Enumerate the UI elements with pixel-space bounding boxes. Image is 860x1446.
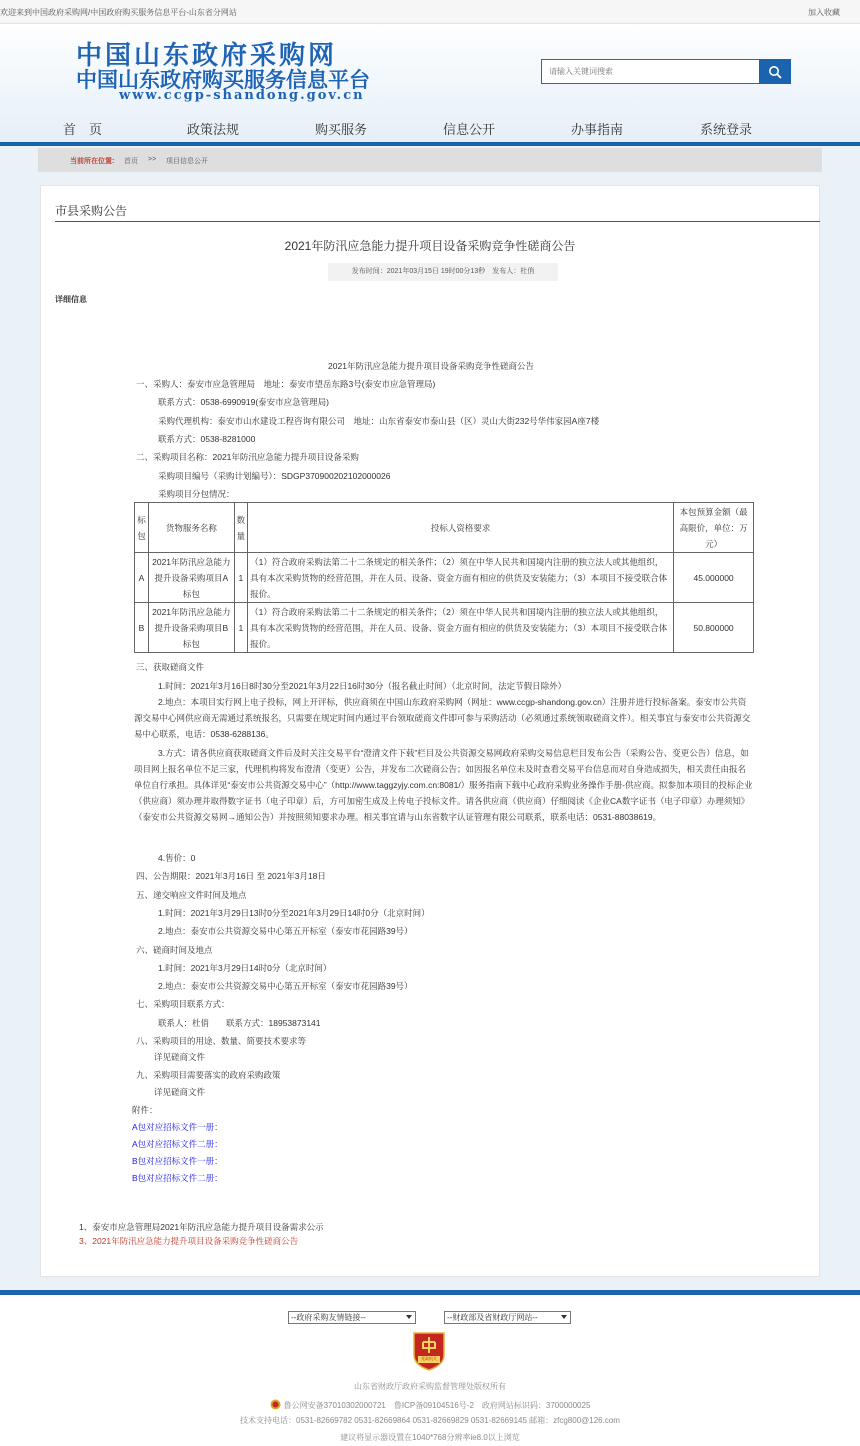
doc-attachments-label: 附件： (132, 1105, 158, 1115)
finance-sites-select[interactable] (444, 1311, 571, 1324)
doc-s5-p2: 2.地点：泰安市公共资源交易中心第五开标室（泰安市花园路39号） (158, 926, 413, 936)
article-meta: 发布时间：2021年03月15日 19时00分13秒 发布人：杜俏 (328, 263, 558, 281)
table-cell-budget: 45.000000 (674, 553, 754, 603)
doc-s3-title: 三、获取磋商文件 (136, 662, 205, 672)
breadcrumb-label: 当前所在位置: (70, 158, 115, 165)
doc-s3-p2: 2.地点：本项目实行网上电子投标，网上开评标，供应商须在中国山东政府采购网（网址：www.ccgp-shandong.gov.cn）注册并进行投标备案。泰安市公共资源交易中心网供应商无需通过系统报名，只需要在规定时间内通过平台领取磋商文件即可参与采购活动（必须通过系统领取磋商文件）。相关事宜与泰安市公共资源交易中心联系，电话：0538-6288136。 (134, 697, 751, 739)
doc-s6-p1: 1.时间：2021年3月29日14时0分（北京时间） (158, 963, 332, 973)
doc-s2-line1: 二、采购项目名称：2021年防汛应急能力提升项目设备采购 (136, 452, 359, 462)
doc-s1-line4: 联系方式：0538-8281000 (158, 434, 256, 444)
table-header-pkg: 标包 (135, 503, 149, 553)
nav-home[interactable]: 首 页 (63, 122, 103, 137)
doc-s3-p3: 3.方式：请各供应商获取磋商文件后及时关注交易平台“澄清文件下载”栏目及公共资源交易网政府采购交易信息栏目发布公告（采购公告、变更公告）信息，如项目网上报名单位不足三家，代理机构将发布澄清（变更）公告，并发布二次磋商公告；如因报名单位未及时查看交易平台信息而对自身造成损失，相关责任由报名单位自行承担。具体详见“泰安市公共资源交易中心”（http://www.taggzyjy.com.cn:8081/）服务指南下载中心政府采购业务操作手册-供应商。拟参加本项目的投标企业（供应商）须办理并取得数字证书（电子印章）后，方可加密生成及上传电子投标文件。请各供应商（供应商）仔细阅读《企业CA数字证书（电子印章）办理须知》（泰安市公共资源交易网→通知公告）并按照须知要求办理。相关事宜请与山东省数字认证管理有限公司联系，联系电话：0531-88038619。 (134, 748, 753, 822)
doc-s3-p4: 4.售价：0 (158, 853, 196, 863)
nav-info-public[interactable]: 信息公开 (443, 122, 496, 137)
finance-sites-select-value: --财政部及省财政厅网站-- (447, 1313, 538, 1322)
breadcrumb-separator: >> (148, 156, 157, 163)
table-cell-qty: 1 (234, 603, 248, 653)
nav-policy[interactable]: 政策法规 (187, 122, 240, 137)
breadcrumb-current[interactable]: 项目信息公开 (166, 158, 208, 165)
site-logo-subtitle[interactable]: 中国山东政府购买服务信息平台 (76, 67, 370, 92)
site-logo-title[interactable]: 中国山东政府采购网 (76, 41, 338, 71)
nav-purchase-service[interactable]: 购买服务 (315, 122, 368, 137)
attachment-link[interactable]: B包对应招标文件一册： (132, 1156, 223, 1166)
table-header-qty: 数量 (234, 503, 248, 553)
detail-label: 详细信息 (55, 295, 87, 304)
doc-s6-p2: 2.地点：泰安市公共资源交易中心第五开标室（泰安市花园路39号） (158, 981, 413, 991)
nav-divider (0, 142, 860, 146)
doc-s9-title: 九、采购项目需要落实的政府采购政策 (136, 1070, 281, 1080)
table-header-row (135, 503, 754, 553)
nav-login[interactable]: 系统登录 (700, 122, 753, 137)
doc-s1-line3: 采购代理机构：泰安市山水建设工程咨询有限公司 地址：山东省泰安市泰山县（区）灵山大街232号华伟家园A座7楼 (158, 416, 600, 426)
doc-s6-title: 六、磋商时间及地点 (136, 945, 213, 955)
doc-s7-p1: 联系人：杜俏 联系方式：18953873141 (158, 1018, 321, 1028)
table-row (135, 603, 754, 653)
search-input[interactable] (541, 59, 759, 84)
party-government-emblem-icon[interactable] (411, 1331, 447, 1371)
footer-copyright: 山东省财政厅政府采购监督管理处版权所有 (354, 1382, 506, 1391)
table-cell-budget: 50.800000 (674, 603, 754, 653)
doc-s3-p1: 1.时间：2021年3月16日8时30分至2021年3月22日16时30分（报名截止时间）（北京时间，法定节假日除外） (158, 681, 567, 691)
friend-links-select-value: --政府采购友情链接-- (291, 1313, 366, 1322)
chevron-down-icon (561, 1315, 567, 1319)
footer-tip: 建议将显示器设置在1040*768分辨率ie8.0以上浏览 (340, 1433, 520, 1442)
footer-record-text: 鲁公网安备37010302000721 鲁ICP备09104516号-2 政府网站标识码：3700000025 (283, 1401, 591, 1410)
chevron-down-icon (406, 1315, 412, 1319)
footer-support: 技术支持电话：0531-82669782 0531-82669864 0531-82669829 0531-82669145 邮箱：zfcg800@126.com (240, 1416, 620, 1425)
site-header (0, 24, 860, 145)
table-row (135, 553, 754, 603)
doc-s5-title: 五、递交响应文件时间及地点 (136, 890, 247, 900)
attachment-link[interactable]: B包对应招标文件二册： (132, 1173, 223, 1183)
footer-record (0, 1399, 860, 1411)
main-nav (0, 116, 860, 142)
doc-s9-p1: 详见磋商文件 (154, 1087, 206, 1097)
breadcrumb (38, 148, 822, 172)
section-title: 市县采购公告 (55, 204, 128, 218)
search-box (541, 59, 791, 84)
doc-s4: 四、公告期限：2021年3月16日 至 2021年3月18日 (136, 871, 326, 881)
table-cell-goods: 2021年防汛应急能力提升设备采购项目B标包 (148, 603, 234, 653)
attachment-link[interactable]: A包对应招标文件一册： (132, 1122, 223, 1132)
doc-s2-line2: 采购项目编号（采购计划编号）：SDGP370900202102000026 (158, 471, 391, 481)
package-table (134, 502, 754, 653)
police-badge-icon (270, 1399, 281, 1410)
doc-s8-p1: 详见磋商文件 (154, 1052, 206, 1062)
table-header-budget: 本包预算金额（最高限价，单位：万元） (674, 503, 754, 553)
table-cell-qty: 1 (234, 553, 248, 603)
doc-s1-line1: 一、采购人：泰安市应急管理局 地址：泰安市望岳东路3号(泰安市应急管理局) (136, 379, 436, 389)
site-footer (0, 1295, 860, 1446)
attachment-link[interactable]: A包对应招标文件二册： (132, 1139, 223, 1149)
add-favorite-link[interactable]: 加入收藏 (808, 8, 840, 17)
table-cell-pkg: A (135, 553, 149, 603)
table-cell-req: （1）符合政府采购法第二十二条规定的相关条件；（2）须在中华人民共和国境内注册的独立法人或其他组织，具有本次采购货物的经营范围，并在人员、设备、资金方面有相应的供货及安装能力；（3）本项目不接受联合体报价。 (248, 603, 674, 653)
content-panel (40, 185, 820, 1277)
related-link-active[interactable]: 3、2021年防汛应急能力提升项目设备采购竞争性磋商公告 (79, 1236, 299, 1246)
section-divider (55, 221, 820, 222)
site-logo-url: www.ccgp-shandong.gov.cn (119, 88, 365, 103)
breadcrumb-home[interactable]: 首页 (124, 158, 138, 165)
doc-heading: 2021年防汛应急能力提升项目设备采购竞争性磋商公告 (328, 361, 534, 371)
doc-s5-p1: 1.时间：2021年3月29日13时0分至2021年3月29日14时0分（北京时间） (158, 908, 430, 918)
table-header-goods: 货物服务名称 (148, 503, 234, 553)
table-cell-req: （1）符合政府采购法第二十二条规定的相关条件；（2）须在中华人民共和国境内注册的独立法人或其他组织，具有本次采购货物的经营范围，并在人员、设备、资金方面有相应的供货及安装能力；（3）本项目不接受联合体报价。 (248, 553, 674, 603)
doc-s8-title: 八、采购项目的用途、数量、简要技术要求等 (136, 1036, 307, 1046)
article-title: 2021年防汛应急能力提升项目设备采购竞争性磋商公告 (284, 239, 576, 253)
table-cell-goods: 2021年防汛应急能力提升设备采购项目A标包 (148, 553, 234, 603)
emblem-caption: 党政机关 (421, 1356, 437, 1361)
welcome-text: 欢迎来到中国政府采购网/中国政府购买服务信息平台-山东省分网站 (0, 8, 237, 17)
search-button[interactable] (759, 59, 791, 84)
related-link[interactable]: 1、泰安市应急管理局2021年防汛应急能力提升项目设备需求公示 (79, 1222, 324, 1232)
search-icon (768, 65, 782, 79)
doc-s2-line3: 采购项目分包情况： (158, 489, 235, 499)
nav-guide[interactable]: 办事指南 (571, 122, 624, 137)
friend-links-select[interactable] (288, 1311, 416, 1324)
top-bar (0, 0, 860, 24)
doc-s1-line2: 联系方式：0538-6990919(泰安市应急管理局) (158, 397, 329, 407)
doc-s7-title: 七、采购项目联系方式： (136, 999, 230, 1009)
table-cell-pkg: B (135, 603, 149, 653)
table-header-req: 投标人资格要求 (248, 503, 674, 553)
